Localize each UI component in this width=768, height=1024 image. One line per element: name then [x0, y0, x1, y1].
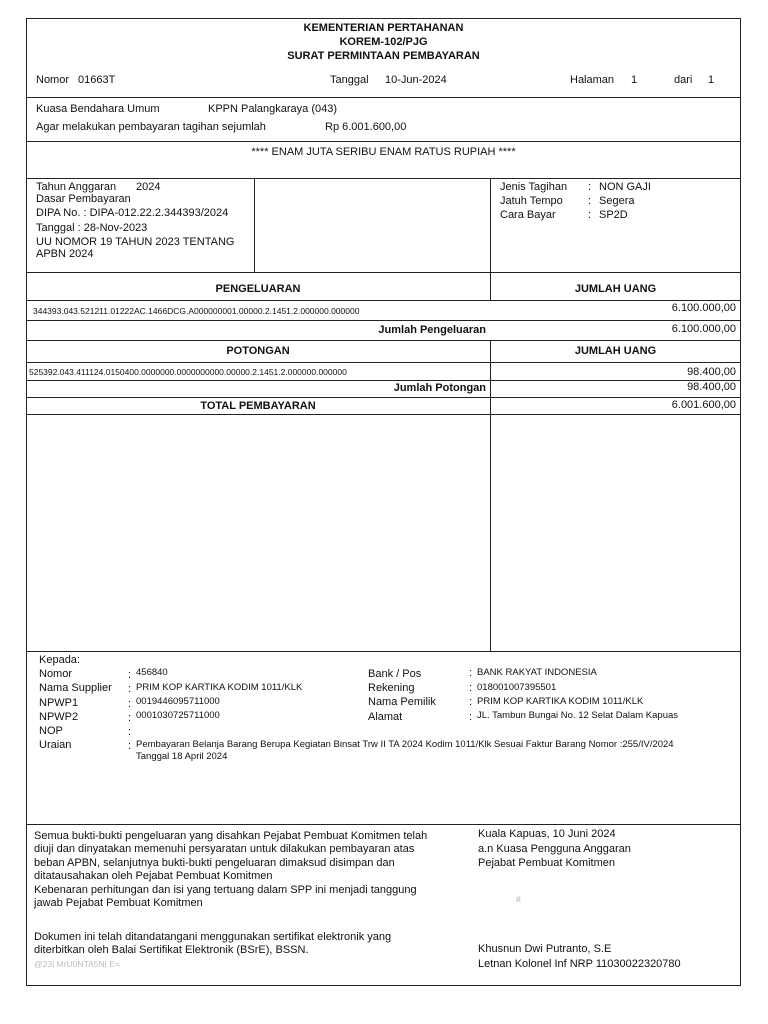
uu-line-2: APBN 2024	[36, 248, 94, 260]
divider	[26, 414, 741, 415]
statement-line: Dokumen ini telah ditandatangani menggunakan sertifikat elektronik yang	[34, 931, 392, 943]
pengeluaran-account-code: 344393.043.521211.01222AC.1466DCG.A000000001.00000.2.1451.2.000000.000000	[33, 306, 360, 316]
cara-bayar-value: SP2D	[599, 209, 628, 221]
signature-mark: #	[516, 894, 521, 904]
total-pembayaran-amount: 6.001.600,00	[671, 399, 736, 411]
colon: :	[588, 181, 592, 193]
colon: :	[469, 667, 473, 679]
halaman-label: Halaman	[570, 74, 615, 86]
uraian-label: Uraian	[39, 739, 72, 751]
colon: :	[128, 698, 132, 710]
divider	[26, 340, 741, 341]
tagihan-amount: Rp 6.001.600,00	[325, 121, 407, 133]
jenis-tagihan-label: Jenis Tagihan	[500, 181, 568, 193]
nama-pemilik-value: PRIM KOP KARTIKA KODIM 1011/KLK	[477, 696, 644, 707]
divider	[26, 97, 741, 98]
pengeluaran-amount-header: JUMLAH UANG	[574, 283, 657, 295]
divider	[26, 651, 741, 652]
divider	[490, 178, 491, 272]
tahun-anggaran-label: Tahun Anggaran	[36, 181, 117, 193]
cara-bayar-label: Cara Bayar	[500, 209, 556, 221]
statement-line: diuji dan dinyatakan memenuhi persyaratan untuk dilakukan pembayaran atas	[34, 843, 415, 856]
potongan-amount: 98.400,00	[687, 366, 736, 378]
dipa-date: Tanggal : 28-Nov-2023	[36, 222, 148, 234]
potongan-amount-header: JUMLAH UANG	[574, 345, 657, 357]
bank-value: BANK RAKYAT INDONESIA	[477, 667, 597, 678]
alamat-label: Alamat	[368, 711, 403, 723]
divider	[26, 824, 741, 825]
verification-statement	[34, 830, 427, 910]
statement-line: beban APBN, selanjutnya bukti-bukti pengeluaran dimaksud disimpan dan	[34, 856, 395, 869]
pengeluaran-header: PENGELUARAN	[215, 283, 301, 295]
kepada-title: Kepada:	[39, 654, 80, 666]
divider	[490, 340, 491, 652]
nomor-label: Nomor	[36, 74, 70, 86]
halaman-value: 1	[631, 74, 638, 86]
signer-rank: Letnan Kolonel Inf NRP 11030022320780	[478, 958, 681, 970]
uraian-line-2: Tanggal 18 April 2024	[136, 751, 228, 762]
uu-line-1: UU NOMOR 19 TAHUN 2023 TENTANG	[36, 236, 235, 248]
divider	[26, 178, 741, 179]
total-pembayaran-label: TOTAL PEMBAYARAN	[200, 400, 316, 412]
npwp2-label: NPWP2	[39, 711, 79, 723]
divider	[26, 362, 741, 363]
esign-code: @23| MrU0NTA5N| E=	[34, 959, 120, 969]
esign-statement	[34, 931, 391, 958]
dari-value: 1	[708, 74, 715, 86]
nama-pemilik-label: Nama Pemilik	[368, 696, 436, 708]
supplier-name-value: PRIM KOP KARTIKA KODIM 1011/KLK	[136, 682, 303, 693]
header-ministry: KEMENTERIAN PERTAHANAN	[303, 22, 464, 34]
divider	[254, 178, 255, 272]
statement-line: jawab Pejabat Pembuat Komitmen	[34, 897, 203, 910]
dari-label: dari	[674, 74, 693, 86]
colon: :	[469, 682, 473, 694]
statement-line: ditatausahakan oleh Pejabat Pembuat Komitmen	[34, 870, 273, 883]
divider	[26, 320, 741, 321]
colon: :	[469, 711, 473, 723]
signature-block	[478, 827, 631, 871]
kuasa-value: KPPN Palangkaraya (043)	[208, 103, 338, 115]
divider	[26, 141, 741, 142]
alamat-value: JL. Tambun Bungai No. 12 Selat Dalam Kapuas	[477, 710, 679, 721]
sign-place-date: Kuala Kapuas, 10 Juni 2024	[478, 828, 616, 840]
jatuh-tempo-label: Jatuh Tempo	[500, 195, 563, 207]
colon: :	[128, 726, 132, 738]
jumlah-pengeluaran-amount: 6.100.000,00	[671, 323, 736, 335]
statement-line: Semua bukti-bukti pengeluaran yang disahkan Pejabat Pembuat Komitmen telah	[34, 830, 428, 842]
sign-authority: a.n Kuasa Pengguna Anggaran	[478, 842, 631, 855]
nop-label: NOP	[39, 725, 63, 737]
tanggal-label: Tanggal	[330, 74, 369, 86]
signer-name: Khusnun Dwi Putranto, S.E	[478, 943, 612, 955]
sign-position: Pejabat Pembuat Komitmen	[478, 857, 615, 869]
colon: :	[128, 740, 132, 752]
bank-label: Bank / Pos	[368, 668, 422, 680]
colon: :	[128, 712, 132, 724]
statement-line: Kebenaran perhitungan dan isi yang tertuang dalam SPP ini menjadi tanggung	[34, 883, 417, 896]
npwp1-label: NPWP1	[39, 697, 79, 709]
potongan-header: POTONGAN	[226, 345, 290, 357]
npwp2-value: 0001030725711000	[136, 710, 220, 721]
potongan-account-code: 525392.043.411124.0150400.0000000.0000000000.00000.2.1451.2.000000.000000	[29, 367, 347, 377]
tanggal-value: 10-Jun-2024	[385, 74, 447, 86]
supplier-nomor-value: 456840	[136, 667, 168, 678]
dasar-pembayaran-label: Dasar Pembayaran	[36, 193, 131, 205]
header-title: SURAT PERMINTAAN PEMBAYARAN	[287, 50, 480, 62]
dipa-number: DIPA No. : DIPA-012.22.2.344393/2024	[36, 207, 229, 219]
jumlah-pengeluaran-label: Jumlah Pengeluaran	[378, 324, 486, 336]
uraian-line-1: Pembayaran Belanja Barang Berupa Kegiatan Binsat Trw II TA 2024 Kodim 1011/Klk Sesuai Faktur Barang Nomor :255/IV/2024	[136, 739, 674, 750]
header-unit: KOREM-102/PJG	[339, 36, 428, 48]
colon: :	[469, 696, 473, 708]
kuasa-label: Kuasa Bendahara Umum	[36, 103, 160, 115]
tahun-anggaran-value: 2024	[136, 181, 161, 193]
pengeluaran-amount: 6.100.000,00	[671, 302, 736, 314]
colon: :	[128, 683, 132, 695]
divider	[26, 272, 741, 273]
divider	[26, 397, 741, 398]
amount-in-words: **** ENAM JUTA SERIBU ENAM RATUS RUPIAH ****	[251, 146, 516, 158]
divider	[26, 300, 741, 301]
supplier-name-label: Nama Supplier	[39, 682, 112, 694]
colon: :	[128, 669, 132, 681]
jatuh-tempo-value: Segera	[599, 195, 635, 207]
rekening-value: 018001007395501	[477, 682, 557, 693]
jumlah-potongan-label: Jumlah Potongan	[393, 382, 486, 394]
colon: :	[588, 209, 592, 221]
nomor-value: 01663T	[78, 74, 116, 86]
jenis-tagihan-value: NON GAJI	[599, 181, 651, 193]
supplier-nomor-label: Nomor	[39, 668, 73, 680]
rekening-label: Rekening	[368, 682, 415, 694]
jumlah-potongan-amount: 98.400,00	[687, 381, 736, 393]
statement-line: diterbitkan oleh Balai Sertifikat Elektronik (BSrE), BSSN.	[34, 944, 309, 957]
tagihan-label: Agar melakukan pembayaran tagihan sejumlah	[36, 121, 266, 133]
npwp1-value: 0019446095711000	[136, 696, 220, 707]
document-header	[26, 21, 741, 63]
colon: :	[588, 195, 592, 207]
